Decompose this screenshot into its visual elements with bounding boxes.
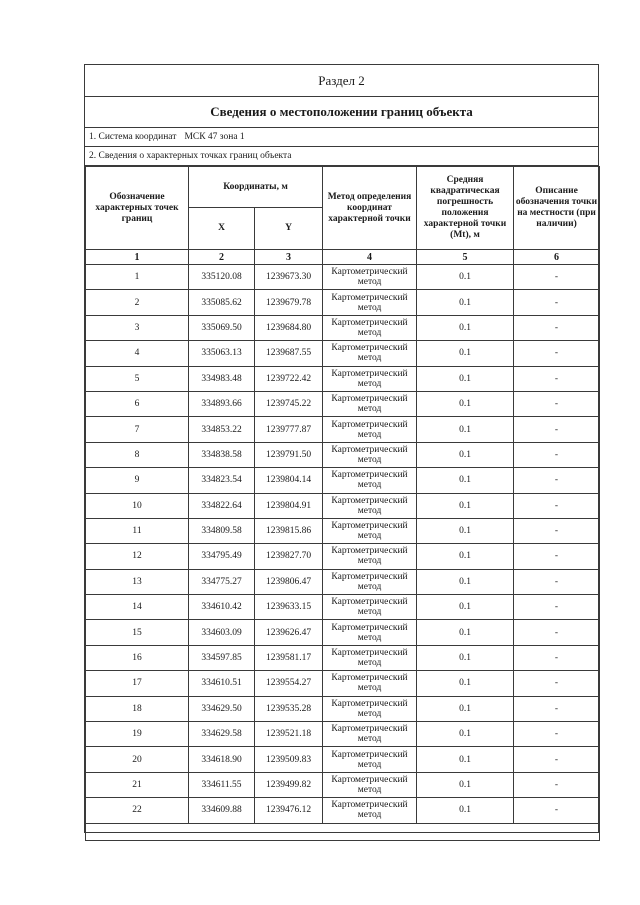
description-cell: - xyxy=(514,569,600,594)
col-number: 4 xyxy=(323,250,417,265)
col-number: 5 xyxy=(417,250,514,265)
description-cell: - xyxy=(514,265,600,290)
points-table xyxy=(85,166,600,841)
method-cell: Картометрический метод xyxy=(323,391,417,416)
coord-x-cell: 334795.49 xyxy=(189,544,255,569)
method-cell: Картометрический метод xyxy=(323,798,417,823)
error-cell: 0.1 xyxy=(417,747,514,772)
point-number-cell: 8 xyxy=(86,442,189,467)
description-cell: - xyxy=(514,747,600,772)
section-title: Раздел 2 xyxy=(85,65,598,97)
error-cell: 0.1 xyxy=(417,366,514,391)
method-cell: Картометрический метод xyxy=(323,696,417,721)
coord-y-cell: 1239827.70 xyxy=(255,544,323,569)
point-number-cell: 13 xyxy=(86,569,189,594)
description-cell: - xyxy=(514,671,600,696)
point-number-cell: 16 xyxy=(86,645,189,670)
coord-y-cell: 1239476.12 xyxy=(255,798,323,823)
coord-y-cell: 1239521.18 xyxy=(255,722,323,747)
coord-x-cell: 335085.62 xyxy=(189,290,255,315)
description-cell: - xyxy=(514,722,600,747)
method-cell: Картометрический метод xyxy=(323,315,417,340)
description-cell: - xyxy=(514,645,600,670)
section-subtitle: Сведения о местоположении границ объекта xyxy=(85,97,598,128)
coord-y-cell: 1239804.91 xyxy=(255,493,323,518)
table-row xyxy=(86,315,600,340)
point-number-cell: 12 xyxy=(86,544,189,569)
description-cell: - xyxy=(514,366,600,391)
description-cell: - xyxy=(514,772,600,797)
table-row xyxy=(86,671,600,696)
coord-y-cell: 1239806.47 xyxy=(255,569,323,594)
table-row xyxy=(86,772,600,797)
coord-y-cell: 1239815.86 xyxy=(255,518,323,543)
description-cell: - xyxy=(514,798,600,823)
description-cell: - xyxy=(514,341,600,366)
coord-y-cell: 1239679.78 xyxy=(255,290,323,315)
coord-x-cell: 334629.58 xyxy=(189,722,255,747)
point-number-cell: 10 xyxy=(86,493,189,518)
point-number-cell: 14 xyxy=(86,595,189,620)
table-row xyxy=(86,595,600,620)
table-row xyxy=(86,722,600,747)
error-cell: 0.1 xyxy=(417,442,514,467)
points-label: 2. Сведения о характерных точках границ объекта xyxy=(89,151,292,161)
header-description: Описание обозначения точки на местности (при наличии) xyxy=(514,167,600,250)
method-cell: Картометрический метод xyxy=(323,671,417,696)
coord-y-cell: 1239687.55 xyxy=(255,341,323,366)
table-row xyxy=(86,265,600,290)
coord-x-cell: 334629.50 xyxy=(189,696,255,721)
error-cell: 0.1 xyxy=(417,798,514,823)
coord-x-cell: 334610.42 xyxy=(189,595,255,620)
coord-y-cell: 1239791.50 xyxy=(255,442,323,467)
point-number-cell: 5 xyxy=(86,366,189,391)
table-row xyxy=(86,544,600,569)
error-cell: 0.1 xyxy=(417,569,514,594)
header-coords: Координаты, м xyxy=(189,167,323,208)
coord-x-cell: 334983.48 xyxy=(189,366,255,391)
error-cell: 0.1 xyxy=(417,315,514,340)
points-table-body xyxy=(86,265,600,841)
point-number-cell: 3 xyxy=(86,315,189,340)
coord-system-value: МСК 47 зона 1 xyxy=(184,132,245,142)
table-row xyxy=(86,798,600,823)
error-cell: 0.1 xyxy=(417,620,514,645)
coord-x-cell: 334597.85 xyxy=(189,645,255,670)
coord-x-cell: 334775.27 xyxy=(189,569,255,594)
point-number-cell: 11 xyxy=(86,518,189,543)
method-cell: Картометрический метод xyxy=(323,518,417,543)
coord-y-cell: 1239535.28 xyxy=(255,696,323,721)
coord-y-cell: 1239499.82 xyxy=(255,772,323,797)
method-cell: Картометрический метод xyxy=(323,417,417,442)
description-cell: - xyxy=(514,468,600,493)
header-y: Y xyxy=(255,208,323,250)
error-cell: 0.1 xyxy=(417,265,514,290)
error-cell: 0.1 xyxy=(417,696,514,721)
document-frame xyxy=(84,64,599,833)
coord-x-cell: 335063.13 xyxy=(189,341,255,366)
method-cell: Картометрический метод xyxy=(323,722,417,747)
coord-system-row xyxy=(85,128,598,147)
table-row xyxy=(86,747,600,772)
coord-x-cell: 334893.66 xyxy=(189,391,255,416)
error-cell: 0.1 xyxy=(417,671,514,696)
col-number: 3 xyxy=(255,250,323,265)
point-number-cell: 2 xyxy=(86,290,189,315)
coord-y-cell: 1239745.22 xyxy=(255,391,323,416)
description-cell: - xyxy=(514,595,600,620)
method-cell: Картометрический метод xyxy=(323,595,417,620)
description-cell: - xyxy=(514,290,600,315)
method-cell: Картометрический метод xyxy=(323,569,417,594)
coord-y-cell: 1239509.83 xyxy=(255,747,323,772)
coord-y-cell: 1239777.87 xyxy=(255,417,323,442)
coord-y-cell: 1239581.17 xyxy=(255,645,323,670)
table-row xyxy=(86,290,600,315)
coord-x-cell: 334611.55 xyxy=(189,772,255,797)
point-number-cell: 20 xyxy=(86,747,189,772)
table-row xyxy=(86,493,600,518)
description-cell: - xyxy=(514,696,600,721)
col-number: 2 xyxy=(189,250,255,265)
method-cell: Картометрический метод xyxy=(323,620,417,645)
error-cell: 0.1 xyxy=(417,722,514,747)
table-row xyxy=(86,391,600,416)
error-cell: 0.1 xyxy=(417,772,514,797)
method-cell: Картометрический метод xyxy=(323,772,417,797)
description-cell: - xyxy=(514,442,600,467)
coord-y-cell: 1239673.30 xyxy=(255,265,323,290)
point-number-cell: 17 xyxy=(86,671,189,696)
method-cell: Картометрический метод xyxy=(323,493,417,518)
points-label-row xyxy=(85,147,598,166)
table-row xyxy=(86,645,600,670)
error-cell: 0.1 xyxy=(417,645,514,670)
col-number: 1 xyxy=(86,250,189,265)
coord-y-cell: 1239633.15 xyxy=(255,595,323,620)
error-cell: 0.1 xyxy=(417,391,514,416)
method-cell: Картометрический метод xyxy=(323,290,417,315)
point-number-cell: 15 xyxy=(86,620,189,645)
empty-cell xyxy=(86,823,600,840)
coord-system-label: 1. Система координат xyxy=(89,132,177,142)
coord-x-cell: 334838.58 xyxy=(189,442,255,467)
table-row xyxy=(86,417,600,442)
error-cell: 0.1 xyxy=(417,290,514,315)
coord-x-cell: 334610.51 xyxy=(189,671,255,696)
coord-x-cell: 335069.50 xyxy=(189,315,255,340)
description-cell: - xyxy=(514,391,600,416)
description-cell: - xyxy=(514,315,600,340)
error-cell: 0.1 xyxy=(417,544,514,569)
table-row xyxy=(86,620,600,645)
header-error: Средняя квадратическая погрешность положения характерной точки (Mt), м xyxy=(417,167,514,250)
table-row xyxy=(86,696,600,721)
error-cell: 0.1 xyxy=(417,468,514,493)
method-cell: Картометрический метод xyxy=(323,544,417,569)
coord-y-cell: 1239722.42 xyxy=(255,366,323,391)
method-cell: Картометрический метод xyxy=(323,645,417,670)
coord-x-cell: 334823.54 xyxy=(189,468,255,493)
coord-x-cell: 334853.22 xyxy=(189,417,255,442)
point-number-cell: 7 xyxy=(86,417,189,442)
coord-x-cell: 334609.88 xyxy=(189,798,255,823)
description-cell: - xyxy=(514,620,600,645)
table-row xyxy=(86,366,600,391)
coord-y-cell: 1239684.80 xyxy=(255,315,323,340)
point-number-cell: 21 xyxy=(86,772,189,797)
method-cell: Картометрический метод xyxy=(323,747,417,772)
table-row xyxy=(86,442,600,467)
point-number-cell: 22 xyxy=(86,798,189,823)
header-point-id: Обозначение характерных точек границ xyxy=(86,167,189,250)
method-cell: Картометрический метод xyxy=(323,442,417,467)
coord-x-cell: 334822.64 xyxy=(189,493,255,518)
coord-x-cell: 334603.09 xyxy=(189,620,255,645)
col-number: 6 xyxy=(514,250,600,265)
error-cell: 0.1 xyxy=(417,493,514,518)
coord-y-cell: 1239804.14 xyxy=(255,468,323,493)
method-cell: Картометрический метод xyxy=(323,341,417,366)
method-cell: Картометрический метод xyxy=(323,366,417,391)
empty-row xyxy=(86,823,600,840)
error-cell: 0.1 xyxy=(417,595,514,620)
description-cell: - xyxy=(514,493,600,518)
point-number-cell: 1 xyxy=(86,265,189,290)
description-cell: - xyxy=(514,417,600,442)
error-cell: 0.1 xyxy=(417,518,514,543)
coord-y-cell: 1239554.27 xyxy=(255,671,323,696)
point-number-cell: 4 xyxy=(86,341,189,366)
point-number-cell: 18 xyxy=(86,696,189,721)
error-cell: 0.1 xyxy=(417,341,514,366)
coord-x-cell: 334809.58 xyxy=(189,518,255,543)
coord-x-cell: 335120.08 xyxy=(189,265,255,290)
description-cell: - xyxy=(514,544,600,569)
coord-y-cell: 1239626.47 xyxy=(255,620,323,645)
table-row xyxy=(86,468,600,493)
coord-x-cell: 334618.90 xyxy=(189,747,255,772)
method-cell: Картометрический метод xyxy=(323,468,417,493)
error-cell: 0.1 xyxy=(417,417,514,442)
table-row xyxy=(86,569,600,594)
description-cell: - xyxy=(514,518,600,543)
table-row xyxy=(86,341,600,366)
table-row xyxy=(86,518,600,543)
header-method: Метод определения координат характерной точки xyxy=(323,167,417,250)
method-cell: Картометрический метод xyxy=(323,265,417,290)
point-number-cell: 6 xyxy=(86,391,189,416)
point-number-cell: 9 xyxy=(86,468,189,493)
header-x: X xyxy=(189,208,255,250)
point-number-cell: 19 xyxy=(86,722,189,747)
